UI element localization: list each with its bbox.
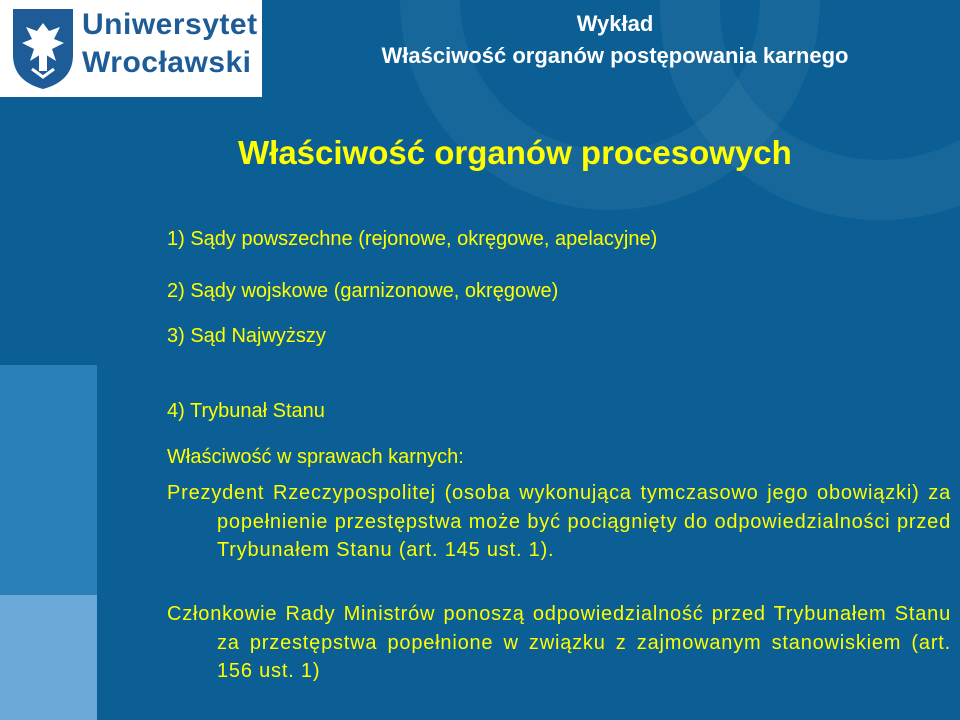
slide-header: [270, 8, 960, 72]
section-subheading: Właściwość w sprawach karnych:: [167, 446, 464, 468]
side-decor-block: [0, 365, 97, 595]
logo-text-line1: Uniwersytet: [82, 8, 258, 41]
eagle-emblem-icon: [8, 5, 78, 91]
list-item: 2) Sądy wojskowe (garnizonowe, okręgowe): [167, 280, 559, 302]
list-item: 1) Sądy powszechne (rejonowe, okręgowe, apelacyjne): [167, 228, 658, 250]
header-line1: Wykład: [576, 11, 654, 36]
paragraph-ministers: Członkowie Rady Ministrów ponoszą odpowiedzialność przed Trybunałem Stanu za przestępstwa popełnione w związku z zajmowanym stanowiskiem (art. 156 ust. 1): [167, 603, 951, 682]
slide-title: Właściwość organów procesowych: [238, 134, 792, 171]
logo-text-line2: Wrocławski: [82, 46, 252, 79]
side-decor-block: [0, 595, 97, 720]
paragraph-president: Prezydent Rzeczypospolitej (osoba wykonująca tymczasowo jego obowiązki) za popełnienie przestępstwa może być pociągnięty do odpowiedzialności przed Trybunałem Stanu (art. 145 ust. 1).: [167, 482, 951, 561]
list-item: 4) Trybunał Stanu: [167, 400, 325, 422]
header-line2: Właściwość organów postępowania karnego: [381, 43, 849, 68]
university-logo: [0, 0, 262, 97]
list-item: 3) Sąd Najwyższy: [167, 325, 326, 347]
